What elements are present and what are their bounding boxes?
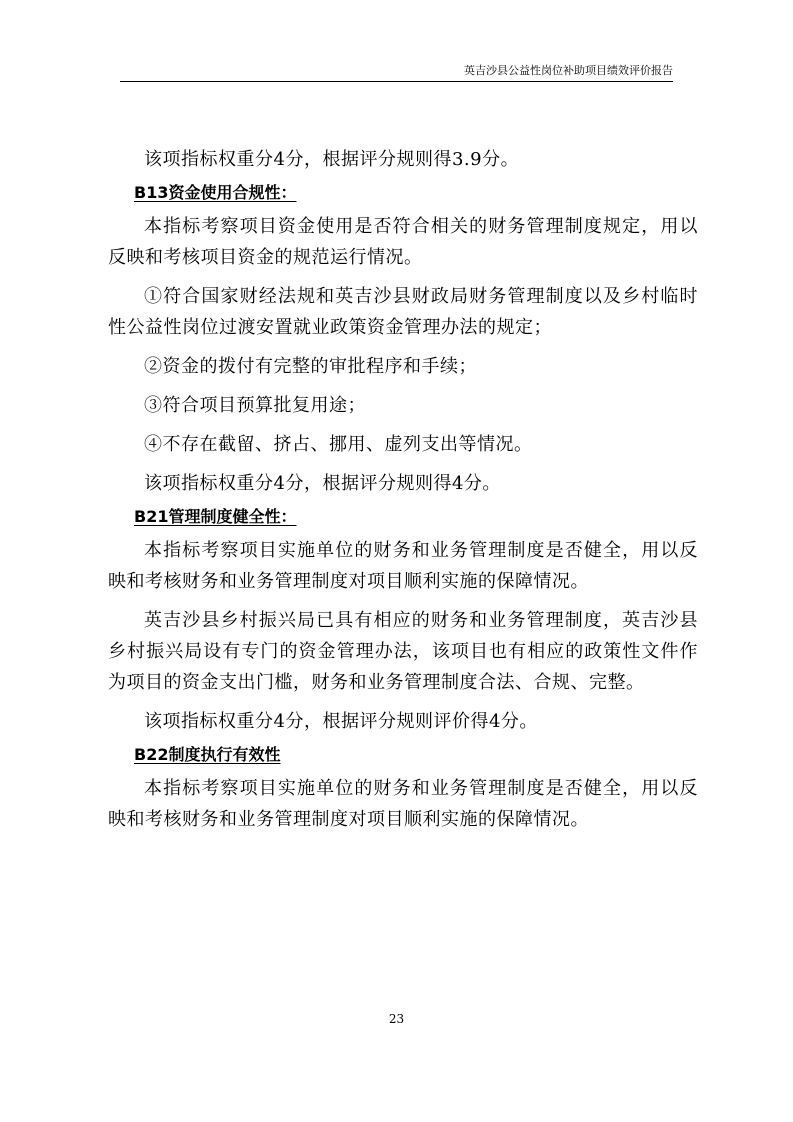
paragraph-b13-score: 该项指标权重分4分，根据评分规则得4分。 (144, 473, 501, 494)
paragraph-b12-score: 该项指标权重分4分，根据评分规则得3.9分。 (144, 149, 520, 170)
running-header: 英吉沙县公益性岗位补助项目绩效评价报告 (464, 64, 673, 77)
document-body (108, 144, 698, 835)
paragraph-b13-criterion-3: ③符合项目预算批复用途； (144, 395, 366, 416)
header-rule (120, 81, 673, 82)
paragraph-b22-description: 本指标考察项目实施单位的财务和业务管理制度是否健全，用以反映和考核财务和业务管理制度对项目顺利实施的保障情况。 (108, 778, 698, 830)
heading-b22: B22制度执行有效性 (134, 745, 281, 764)
paragraph-b13-description: 本指标考察项目资金使用是否符合相关的财务管理制度规定，用以反映和考核项目资金的规范运行情况。 (108, 216, 698, 268)
paragraph-b13-criterion-2: ②资金的拨付有完整的审批程序和手续； (144, 356, 477, 377)
paragraph-b21-findings: 英吉沙县乡村振兴局已具有相应的财务和业务管理制度，英吉沙县乡村振兴局设有专门的资金管理办法，该项目也有相应的政策性文件作为项目的资金支出门槛，财务和业务管理制度合法、合规、完整。 (108, 610, 698, 693)
paragraph-b21-description: 本指标考察项目实施单位的财务和业务管理制度是否健全，用以反映和考核财务和业务管理制度对项目顺利实施的保障情况。 (108, 540, 698, 592)
page-number: 23 (388, 1012, 405, 1026)
paragraph-b13-criterion-4: ④不存在截留、挤占、挪用、虚列支出等情况。 (144, 434, 533, 455)
heading-b13: B13资金使用合规性： (134, 183, 297, 202)
paragraph-b13-criterion-1: ①符合国家财经法规和英吉沙县财政局财务管理制度以及乡村临时性公益性岗位过渡安置就业政策资金管理办法的规定； (108, 286, 698, 338)
paragraph-b21-score: 该项指标权重分4分，根据评分规则评价得4分。 (144, 711, 538, 732)
heading-b21: B21管理制度健全性： (134, 507, 297, 526)
